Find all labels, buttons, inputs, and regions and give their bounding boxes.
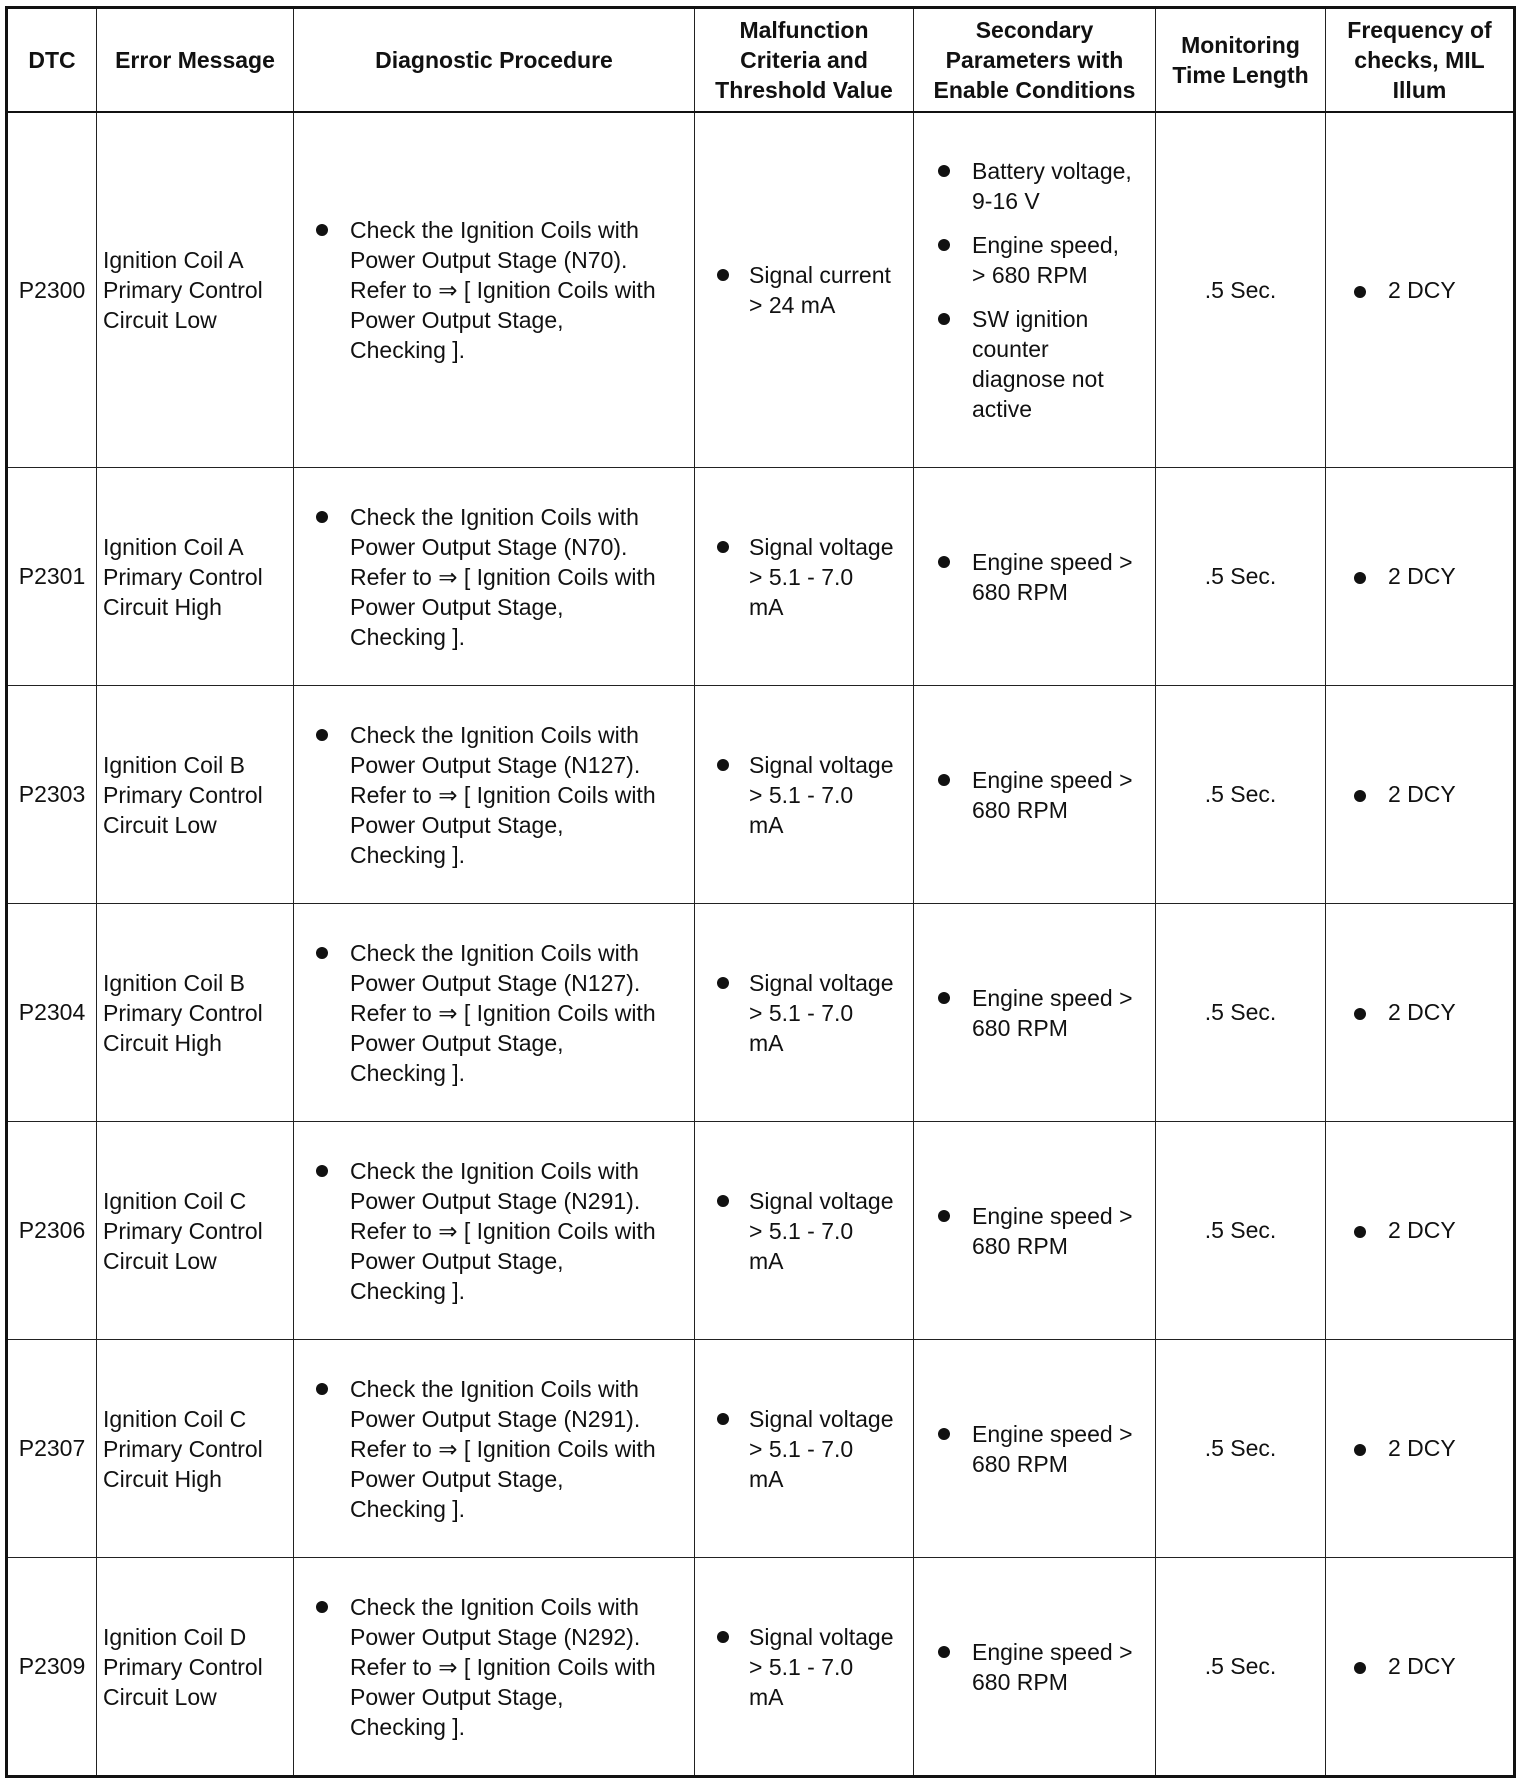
- frequency-bullet: [1326, 1435, 1513, 1462]
- secondary-bullet-text: [972, 230, 1119, 290]
- bullet-icon: [938, 1646, 950, 1658]
- secondary-parameters: [914, 468, 1156, 686]
- error-message-line: Primary Control: [103, 1435, 263, 1462]
- procedure-bullet-line: Check the Ignition Coils with: [350, 721, 639, 748]
- procedure-bullet-line: Refer to ⇒ [ Ignition Coils with: [350, 1653, 656, 1680]
- criteria-bullet-line: mA: [749, 593, 784, 620]
- criteria-bullet-line: Signal voltage: [749, 533, 894, 560]
- secondary-bullet-line: 680 RPM: [972, 1014, 1068, 1041]
- secondary-bullet-text: [972, 1201, 1133, 1261]
- bullet-icon: [316, 947, 328, 959]
- procedure-bullet-line: Check the Ignition Coils with: [350, 1375, 639, 1402]
- monitoring-time: .5 Sec.: [1156, 468, 1326, 686]
- error-message-line: Circuit High: [103, 1029, 222, 1056]
- error-message-line: Ignition Coil B: [103, 969, 245, 996]
- secondary-bullet: [914, 765, 1155, 825]
- frequency-bullet: [1326, 277, 1513, 304]
- header-diagnostic-procedure: Diagnostic Procedure: [294, 8, 695, 113]
- dtc-code: P2301: [7, 468, 97, 686]
- procedure-bullet-line: Refer to ⇒ [ Ignition Coils with: [350, 563, 656, 590]
- criteria-bullet: [695, 968, 913, 1058]
- table-row: [7, 468, 1515, 686]
- secondary-bullet-line: 680 RPM: [972, 1450, 1068, 1477]
- error-message: [97, 112, 294, 468]
- error-message-line: Primary Control: [103, 1653, 263, 1680]
- secondary-bullet-line: Engine speed >: [972, 766, 1133, 793]
- secondary-bullet: [914, 547, 1155, 607]
- table-row: [7, 1340, 1515, 1558]
- criteria-bullet-line: mA: [749, 1247, 784, 1274]
- frequency-mil: [1326, 468, 1515, 686]
- error-message-line: Primary Control: [103, 999, 263, 1026]
- bullet-icon: [938, 313, 950, 325]
- bullet-icon: [938, 1428, 950, 1440]
- procedure-bullet-line: Refer to ⇒ [ Ignition Coils with: [350, 999, 656, 1026]
- criteria-bullet-line: Signal voltage: [749, 1405, 894, 1432]
- criteria-bullet: [695, 750, 913, 840]
- criteria-bullet-line: > 5.1 - 7.0: [749, 781, 854, 808]
- criteria-bullet-text: [749, 1186, 894, 1276]
- table-row: [7, 1558, 1515, 1777]
- header-monitoring-time: Monitoring Time Length: [1156, 8, 1326, 113]
- bullet-icon: [316, 224, 328, 236]
- bullet-icon: [938, 992, 950, 1004]
- procedure-bullet-line: Refer to ⇒ [ Ignition Coils with: [350, 277, 656, 303]
- dtc-code: P2307: [7, 1340, 97, 1558]
- procedure-bullet: [294, 1374, 694, 1524]
- error-message-line: Circuit Low: [103, 1683, 217, 1710]
- dtc-code: P2300: [7, 112, 97, 468]
- secondary-bullet-line: counter: [972, 336, 1049, 362]
- error-message: [97, 904, 294, 1122]
- diagnostic-procedure: [294, 1340, 695, 1558]
- error-message-line: Ignition Coil B: [103, 751, 245, 778]
- procedure-bullet-line: Refer to ⇒ [ Ignition Coils with: [350, 1217, 656, 1244]
- procedure-bullet-line: Power Output Stage,: [350, 307, 564, 333]
- frequency-mil: [1326, 1340, 1515, 1558]
- secondary-bullet-line: SW ignition: [972, 306, 1089, 332]
- procedure-bullet-line: Power Output Stage,: [350, 1683, 564, 1710]
- header-frequency: Frequency of checks, MIL Illum: [1326, 8, 1515, 113]
- procedure-bullet-text: [350, 938, 656, 1088]
- monitoring-time: .5 Sec.: [1156, 112, 1326, 468]
- bullet-icon: [717, 1413, 729, 1425]
- procedure-bullet-text: [350, 1592, 656, 1742]
- criteria-bullet-line: mA: [749, 1029, 784, 1056]
- frequency-value: 2 DCY: [1388, 1435, 1456, 1461]
- secondary-bullet: [914, 983, 1155, 1043]
- bullet-icon: [1354, 1226, 1366, 1238]
- bullet-icon: [316, 1383, 328, 1395]
- error-message: [97, 1122, 294, 1340]
- secondary-parameters: [914, 1340, 1156, 1558]
- secondary-bullet: [914, 1201, 1155, 1261]
- error-message: [97, 1340, 294, 1558]
- procedure-bullet-line: Power Output Stage,: [350, 1247, 564, 1274]
- criteria-bullet-line: mA: [749, 1683, 784, 1710]
- dtc-table: [5, 6, 1516, 1778]
- procedure-bullet-text: [350, 720, 656, 870]
- procedure-bullet-line: Refer to ⇒ [ Ignition Coils with: [350, 781, 656, 808]
- criteria-bullet-line: > 5.1 - 7.0: [749, 1653, 854, 1680]
- bullet-icon: [717, 977, 729, 989]
- frequency-mil: [1326, 112, 1515, 468]
- bullet-icon: [938, 774, 950, 786]
- procedure-bullet-line: Checking ].: [350, 841, 466, 868]
- monitoring-time: .5 Sec.: [1156, 1558, 1326, 1777]
- procedure-bullet-line: Power Output Stage,: [350, 811, 564, 838]
- procedure-bullet-line: Power Output Stage (N127).: [350, 751, 641, 778]
- diagnostic-procedure: [294, 1122, 695, 1340]
- error-message-line: Primary Control: [103, 277, 263, 303]
- bullet-icon: [1354, 572, 1366, 584]
- procedure-bullet-line: Checking ].: [350, 1713, 466, 1740]
- secondary-bullet-line: 680 RPM: [972, 578, 1068, 605]
- secondary-bullet-line: 9-16 V: [972, 188, 1040, 214]
- bullet-icon: [938, 1210, 950, 1222]
- secondary-bullet-text: [972, 156, 1132, 216]
- header-row: [7, 8, 1515, 113]
- error-message-line: Ignition Coil C: [103, 1187, 247, 1214]
- secondary-bullet-line: > 680 RPM: [972, 262, 1088, 288]
- secondary-parameters: [914, 686, 1156, 904]
- bullet-icon: [316, 1165, 328, 1177]
- monitoring-time: .5 Sec.: [1156, 1340, 1326, 1558]
- bullet-icon: [717, 541, 729, 553]
- error-message-line: Ignition Coil C: [103, 1405, 247, 1432]
- error-message-line: Ignition Coil D: [103, 1623, 247, 1650]
- diagnostic-procedure: [294, 1558, 695, 1777]
- malfunction-criteria: [695, 686, 914, 904]
- secondary-bullet-text: [972, 547, 1133, 607]
- procedure-bullet: [294, 938, 694, 1088]
- secondary-bullet: [914, 230, 1155, 290]
- error-message-line: Circuit High: [103, 1465, 222, 1492]
- criteria-bullet: [695, 1186, 913, 1276]
- procedure-bullet-line: Refer to ⇒ [ Ignition Coils with: [350, 1435, 656, 1462]
- criteria-bullet-line: mA: [749, 811, 784, 838]
- secondary-bullet-text: [972, 983, 1133, 1043]
- criteria-bullet-line: Signal voltage: [749, 1187, 894, 1214]
- procedure-bullet-line: Power Output Stage (N292).: [350, 1623, 641, 1650]
- criteria-bullet-text: [749, 260, 891, 320]
- diagnostic-procedure: [294, 686, 695, 904]
- procedure-bullet-line: Power Output Stage,: [350, 593, 564, 620]
- dtc-code: P2304: [7, 904, 97, 1122]
- criteria-bullet: [695, 260, 913, 320]
- secondary-parameters: [914, 904, 1156, 1122]
- criteria-bullet-line: Signal voltage: [749, 1623, 894, 1650]
- procedure-bullet-line: Check the Ignition Coils with: [350, 1157, 639, 1184]
- secondary-parameters: [914, 1122, 1156, 1340]
- dtc-code: P2306: [7, 1122, 97, 1340]
- secondary-parameters: [914, 112, 1156, 468]
- error-message: [97, 686, 294, 904]
- procedure-bullet-line: Power Output Stage (N70).: [350, 533, 628, 560]
- criteria-bullet: [695, 1622, 913, 1712]
- secondary-bullet: [914, 1637, 1155, 1697]
- malfunction-criteria: [695, 1340, 914, 1558]
- criteria-bullet-text: [749, 1404, 894, 1494]
- bullet-icon: [1354, 1008, 1366, 1020]
- bullet-icon: [717, 759, 729, 771]
- header-malfunction-criteria: Malfunction Criteria and Threshold Value: [695, 8, 914, 113]
- procedure-bullet-line: Power Output Stage (N291).: [350, 1187, 641, 1214]
- procedure-bullet-text: [350, 1374, 656, 1524]
- secondary-bullet-line: active: [972, 396, 1033, 422]
- secondary-parameters: [914, 1558, 1156, 1777]
- procedure-bullet: [294, 1592, 694, 1742]
- secondary-bullet-text: [972, 765, 1133, 825]
- error-message-line: Circuit Low: [103, 307, 217, 333]
- procedure-bullet-line: Check the Ignition Coils with: [350, 1593, 639, 1620]
- procedure-bullet-line: Check the Ignition Coils with: [350, 939, 639, 966]
- procedure-bullet-line: Checking ].: [350, 1277, 466, 1304]
- frequency-bullet: [1326, 563, 1513, 590]
- criteria-bullet-line: > 24 mA: [749, 292, 836, 318]
- monitoring-time: .5 Sec.: [1156, 904, 1326, 1122]
- procedure-bullet-line: Check the Ignition Coils with: [350, 217, 639, 243]
- bullet-icon: [938, 556, 950, 568]
- error-message-line: Ignition Coil A: [103, 533, 244, 560]
- procedure-bullet-line: Checking ].: [350, 1495, 466, 1522]
- procedure-bullet: [294, 720, 694, 870]
- table-header: [7, 8, 1515, 113]
- secondary-bullet-line: Engine speed >: [972, 1202, 1133, 1229]
- header-secondary-parameters: Secondary Parameters with Enable Conditions: [914, 8, 1156, 113]
- secondary-bullet-line: 680 RPM: [972, 796, 1068, 823]
- criteria-bullet-line: > 5.1 - 7.0: [749, 1435, 854, 1462]
- diagnostic-procedure: [294, 904, 695, 1122]
- bullet-icon: [1354, 1662, 1366, 1674]
- procedure-bullet: [294, 215, 694, 365]
- frequency-value: 2 DCY: [1388, 1217, 1456, 1243]
- table-row: [7, 112, 1515, 468]
- error-message-line: Primary Control: [103, 1217, 263, 1244]
- frequency-bullet: [1326, 1217, 1513, 1244]
- secondary-bullet-line: Engine speed >: [972, 984, 1133, 1011]
- frequency-mil: [1326, 686, 1515, 904]
- table-row: [7, 686, 1515, 904]
- secondary-bullet-text: [972, 1419, 1133, 1479]
- table-body: [7, 112, 1515, 1777]
- bullet-icon: [717, 269, 729, 281]
- frequency-bullet: [1326, 781, 1513, 808]
- secondary-bullet: [914, 156, 1155, 216]
- bullet-icon: [1354, 286, 1366, 298]
- secondary-bullet-line: Engine speed,: [972, 232, 1120, 258]
- frequency-value: 2 DCY: [1388, 563, 1456, 589]
- frequency-bullet: [1326, 1653, 1513, 1680]
- criteria-bullet-line: Signal voltage: [749, 751, 894, 778]
- error-message-line: Primary Control: [103, 563, 263, 590]
- secondary-bullet-text: [972, 1637, 1133, 1697]
- procedure-bullet-line: Power Output Stage (N127).: [350, 969, 641, 996]
- procedure-bullet-line: Check the Ignition Coils with: [350, 503, 639, 530]
- diagnostic-procedure: [294, 468, 695, 686]
- secondary-bullet-line: Engine speed >: [972, 1638, 1133, 1665]
- secondary-bullet: [914, 304, 1155, 424]
- frequency-mil: [1326, 1558, 1515, 1777]
- criteria-bullet-text: [749, 532, 894, 622]
- malfunction-criteria: [695, 1558, 914, 1777]
- criteria-bullet: [695, 1404, 913, 1494]
- error-message: [97, 468, 294, 686]
- header-dtc: DTC: [7, 8, 97, 113]
- criteria-bullet-text: [749, 968, 894, 1058]
- procedure-bullet-line: Checking ].: [350, 1059, 466, 1086]
- bullet-icon: [316, 511, 328, 523]
- procedure-bullet: [294, 1156, 694, 1306]
- secondary-bullet-line: Engine speed >: [972, 1420, 1133, 1447]
- frequency-mil: [1326, 904, 1515, 1122]
- malfunction-criteria: [695, 112, 914, 468]
- error-message-line: Circuit Low: [103, 1247, 217, 1274]
- bullet-icon: [717, 1195, 729, 1207]
- bullet-icon: [938, 165, 950, 177]
- table-row: [7, 904, 1515, 1122]
- error-message-line: Circuit High: [103, 593, 222, 620]
- procedure-bullet-line: Power Output Stage (N70).: [350, 247, 628, 273]
- frequency-value: 2 DCY: [1388, 781, 1456, 807]
- secondary-bullet-line: diagnose not: [972, 366, 1104, 392]
- secondary-bullet-line: 680 RPM: [972, 1668, 1068, 1695]
- bullet-icon: [1354, 790, 1366, 802]
- bullet-icon: [1354, 1444, 1366, 1456]
- procedure-bullet-line: Power Output Stage (N291).: [350, 1405, 641, 1432]
- bullet-icon: [938, 239, 950, 251]
- criteria-bullet-line: Signal voltage: [749, 969, 894, 996]
- bullet-icon: [316, 729, 328, 741]
- procedure-bullet-text: [350, 215, 656, 365]
- error-message-line: Circuit Low: [103, 811, 217, 838]
- header-error-message: Error Message: [97, 8, 294, 113]
- error-message-line: Primary Control: [103, 781, 263, 808]
- dtc-code: P2303: [7, 686, 97, 904]
- procedure-bullet-line: Checking ].: [350, 337, 466, 363]
- frequency-bullet: [1326, 999, 1513, 1026]
- secondary-bullet-line: Battery voltage,: [972, 158, 1132, 184]
- secondary-bullet: [914, 1419, 1155, 1479]
- table-row: [7, 1122, 1515, 1340]
- frequency-value: 2 DCY: [1388, 999, 1456, 1025]
- procedure-bullet-line: Power Output Stage,: [350, 1465, 564, 1492]
- criteria-bullet: [695, 532, 913, 622]
- error-message-line: Ignition Coil A: [103, 247, 244, 273]
- criteria-bullet-text: [749, 1622, 894, 1712]
- malfunction-criteria: [695, 904, 914, 1122]
- criteria-bullet-text: [749, 750, 894, 840]
- secondary-bullet-text: [972, 304, 1104, 424]
- criteria-bullet-line: > 5.1 - 7.0: [749, 1217, 854, 1244]
- secondary-bullet-line: 680 RPM: [972, 1232, 1068, 1259]
- procedure-bullet: [294, 502, 694, 652]
- frequency-value: 2 DCY: [1388, 276, 1456, 303]
- bullet-icon: [316, 1601, 328, 1613]
- error-message: [97, 1558, 294, 1777]
- bullet-icon: [717, 1631, 729, 1643]
- malfunction-criteria: [695, 1122, 914, 1340]
- criteria-bullet-line: > 5.1 - 7.0: [749, 563, 854, 590]
- criteria-bullet-line: mA: [749, 1465, 784, 1492]
- diagnostic-procedure: [294, 112, 695, 468]
- dtc-code: P2309: [7, 1558, 97, 1777]
- secondary-bullet-line: Engine speed >: [972, 548, 1133, 575]
- procedure-bullet-text: [350, 502, 656, 652]
- monitoring-time: .5 Sec.: [1156, 686, 1326, 904]
- frequency-value: 2 DCY: [1388, 1653, 1456, 1679]
- procedure-bullet-line: Checking ].: [350, 623, 466, 650]
- monitoring-time: .5 Sec.: [1156, 1122, 1326, 1340]
- frequency-mil: [1326, 1122, 1515, 1340]
- malfunction-criteria: [695, 468, 914, 686]
- criteria-bullet-line: Signal current: [749, 262, 891, 288]
- procedure-bullet-text: [350, 1156, 656, 1306]
- criteria-bullet-line: > 5.1 - 7.0: [749, 999, 854, 1026]
- procedure-bullet-line: Power Output Stage,: [350, 1029, 564, 1056]
